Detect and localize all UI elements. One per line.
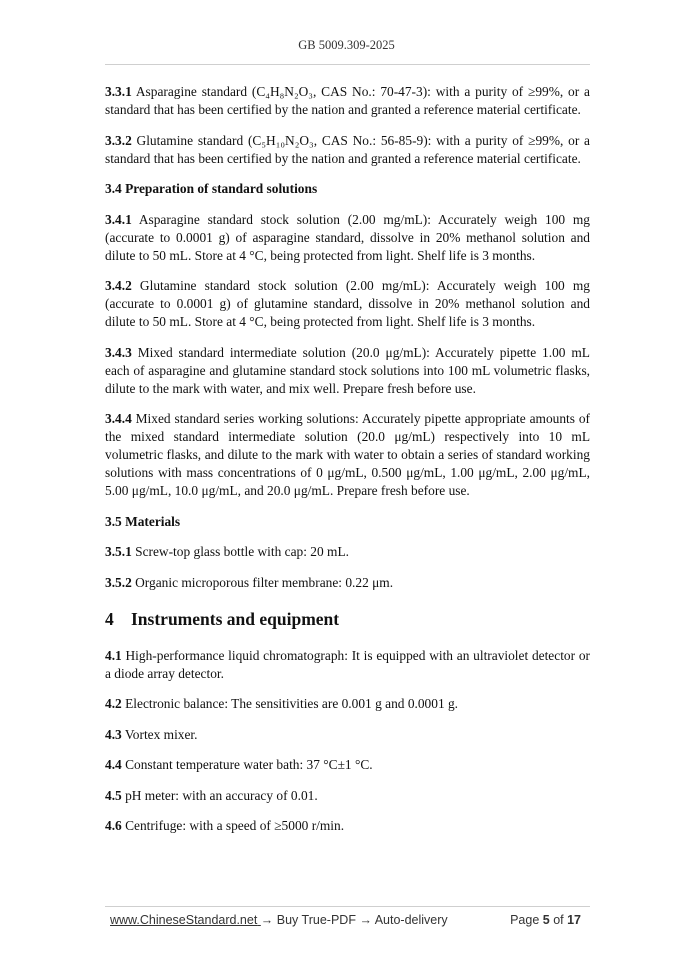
current-page-number: 5 (542, 913, 550, 927)
chapter-title: Instruments and equipment (131, 608, 340, 629)
chapter-number: 4 (105, 608, 114, 629)
clause-text: Asparagine standard (C₄H₈N₂O₃, CAS No.: 70-47-3): with a purity of ≥99%, or a standard that has been certified by the nation and granted a reference material certificate. (105, 84, 590, 117)
clause-number: 3.4.1 (105, 211, 132, 227)
clause-text: Glutamine standard (C₅H₁₀N₂O₃, CAS No.: 56-85-9): with a purity of ≥99%, or a standard that has been certified by the nation and granted a reference material certificate. (105, 132, 590, 166)
clause-text: Constant temperature water bath: 37 °C±1 °C. (121, 757, 373, 772)
heading-3-5: 3.5 Materials (105, 513, 181, 529)
clause-number: 3.3.1 (105, 84, 132, 99)
chinesestandard-link[interactable] (110, 913, 273, 927)
document-body (105, 83, 590, 848)
paragraph-4-1 (105, 647, 590, 683)
auto-delivery-text: Auto-delivery (371, 913, 448, 927)
arrow-right-icon: → (260, 913, 274, 927)
clause-number: 3.4.4 (105, 411, 132, 426)
clause-number: 4.6 (105, 818, 122, 833)
paragraph-3-5-1 (105, 543, 590, 561)
clause-text: Screw-top glass bottle with cap: 20 mL. (131, 544, 349, 559)
footer-promo (110, 913, 448, 927)
clause-number: 3.4.3 (105, 344, 132, 360)
of-label: of (549, 913, 568, 927)
clause-number: 3.5.1 (105, 544, 132, 559)
clause-number: 3.4.2 (105, 278, 132, 293)
paragraph-3-4-4 (105, 410, 590, 500)
clause-text: High-performance liquid chromatograph: It is equipped with an ultraviolet detector or a diode array detector. (105, 647, 590, 681)
clause-text: Centrifuge: with a speed of ≥5000 r/min. (121, 818, 345, 833)
clause-text: pH meter: with an accuracy of 0.01. (121, 787, 318, 803)
clause-text: Organic microporous filter membrane: 0.22 μm. (131, 574, 394, 590)
paragraph-3-4-1 (105, 211, 590, 265)
total-page-number: 17 (567, 913, 581, 927)
clause-number: 4.5 (105, 787, 122, 803)
clause-text: Vortex mixer. (121, 726, 198, 742)
clause-number: 3.3.2 (105, 132, 132, 148)
paragraph-3-4-3 (105, 344, 590, 398)
paragraph-4-5 (105, 787, 590, 805)
clause-text: Mixed standard intermediate solution (20.0 μg/mL): Accurately pipette 1.00 mL each of asparagine and glutamine standard stock solutions into 100 mL volumetric flasks, dilute to the mark with water, and mix well. Prepare fresh before use. (105, 344, 590, 396)
heading-4 (105, 608, 590, 630)
paragraph-3-5-2 (105, 574, 590, 592)
paragraph-4-2 (105, 695, 590, 713)
clause-number: 4.2 (105, 696, 122, 711)
clause-number: 4.1 (105, 647, 122, 663)
arrow-right-icon: → (359, 913, 372, 927)
paragraph-4-4 (105, 756, 590, 774)
clause-number: 4.4 (105, 757, 122, 772)
clause-number: 4.3 (105, 726, 122, 742)
clause-text: Asparagine standard stock solution (2.00 mg/mL): Accurately weigh 100 mg (accurate to 0.0001 g) of asparagine standard, dissolve in 20% methanol solution and dilute to 50 mL. Store at 4 °C, being protected from light. Shelf life is 3 months. (105, 211, 590, 263)
site-link-text: www.ChineseStandard.net (110, 913, 258, 927)
paragraph-3-4-2 (105, 277, 590, 331)
buy-pdf-text: Buy True-PDF (273, 913, 360, 927)
clause-text: Electronic balance: The sensitivities are 0.001 g and 0.0001 g. (121, 696, 459, 711)
header-divider (105, 64, 590, 65)
clause-text: Mixed standard series working solutions: Accurately pipette appropriate amounts of the mixed standard intermediate solution (20.0 μg/mL) respectively into 10 mL volumetric flasks, and dilute to the mark with water to obtain a series of standard working solutions with mass concentrations of 0 μg/mL, 0.500 μg/mL, 1.00 μg/mL, 2.00 μg/mL, 5.00 μg/mL, 10.0 μg/mL, and 20.0 μg/mL. Prepare fresh before use. (105, 411, 590, 498)
page-label: Page (510, 913, 543, 927)
clause-text: Glutamine standard stock solution (2.00 mg/mL): Accurately weigh 100 mg (accurate to 0.0001 g) of glutamine standard, dissolve in 20% methanol solution and dilute to 50 mL. Store at 4 °C, being protected from light. Shelf life is 3 months. (105, 278, 590, 329)
paragraph-4-3 (105, 726, 590, 744)
paragraph-4-6 (105, 817, 590, 835)
heading-3-4: 3.4 Preparation of standard solutions (105, 181, 318, 196)
footer-divider (105, 906, 590, 907)
paragraph-3-3-1 (105, 83, 590, 119)
clause-number: 3.5.2 (105, 574, 132, 590)
paragraph-3-3-2 (105, 132, 590, 168)
document-code-header: GB 5009.309-2025 (298, 38, 395, 52)
page-indicator (510, 913, 581, 927)
